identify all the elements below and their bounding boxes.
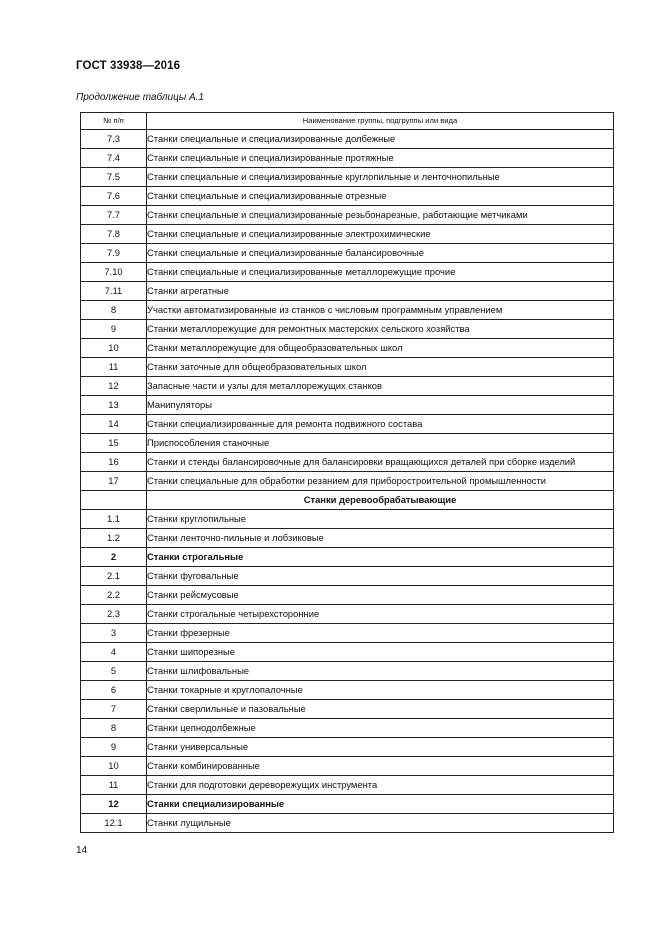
row-name-cell: Станки шипорезные [147, 643, 614, 662]
row-number-cell: 7 [81, 700, 147, 719]
row-name-cell: Станки рейсмусовые [147, 586, 614, 605]
row-name-cell: Станки строгальные [147, 548, 614, 567]
table-row [81, 814, 614, 833]
row-number-cell: 17 [81, 472, 147, 491]
row-number-cell: 11 [81, 358, 147, 377]
row-name-cell: Станки специализированные [147, 795, 614, 814]
row-name-cell: Манипуляторы [147, 396, 614, 415]
table-row [81, 130, 614, 149]
row-number-cell: 11 [81, 776, 147, 795]
row-number-cell: 7.8 [81, 225, 147, 244]
row-number-cell: 2.1 [81, 567, 147, 586]
table-row [81, 738, 614, 757]
row-number-cell: 1.2 [81, 529, 147, 548]
row-number-cell: 2.3 [81, 605, 147, 624]
row-number-cell: 12 [81, 795, 147, 814]
row-number-cell: 5 [81, 662, 147, 681]
row-name-cell: Станки специальные и специализированные круглопильные и ленточнопильные [147, 168, 614, 187]
row-number-cell: 14 [81, 415, 147, 434]
row-name-cell: Станки специальные и специализированные балансировочные [147, 244, 614, 263]
table-row [81, 624, 614, 643]
table-row [81, 586, 614, 605]
row-number-cell: 12.1 [81, 814, 147, 833]
row-name-cell: Станки специальные и специализированные отрезные [147, 187, 614, 206]
row-name-cell: Станки заточные для общеобразовательных школ [147, 358, 614, 377]
table-row [81, 396, 614, 415]
row-name-cell: Станки токарные и круглопалочные [147, 681, 614, 700]
row-name-cell: Станки специальные и специализированные электрохимические [147, 225, 614, 244]
row-name-cell: Станки цепнодолбежные [147, 719, 614, 738]
table-row [81, 282, 614, 301]
row-name-cell: Станки специализированные для ремонта подвижного состава [147, 415, 614, 434]
table-row [81, 605, 614, 624]
table-caption: Продолжение таблицы А.1 [76, 92, 204, 103]
column-header-name: Наименование группы, подгруппы или вида [147, 113, 614, 130]
row-name-cell: Станки специальные и специализированные протяжные [147, 149, 614, 168]
row-number-cell: 7.9 [81, 244, 147, 263]
row-number-cell: 1.1 [81, 510, 147, 529]
table-row [81, 187, 614, 206]
row-number-cell: 16 [81, 453, 147, 472]
table-row [81, 358, 614, 377]
row-name-cell: Станки специальные для обработки резанием для приборостроительной промышленности [147, 472, 614, 491]
table-row [81, 339, 614, 358]
row-number-cell: 6 [81, 681, 147, 700]
row-name-cell: Станки комбинированные [147, 757, 614, 776]
table-header-row [81, 113, 614, 130]
row-name-cell: Станки круглопильные [147, 510, 614, 529]
table-section-row [81, 491, 614, 510]
section-title-cell: Станки деревообрабатывающие [147, 491, 614, 510]
table-row [81, 415, 614, 434]
row-number-cell: 3 [81, 624, 147, 643]
table-row [81, 225, 614, 244]
row-name-cell: Станки металлорежущие для ремонтных мастерских сельского хозяйства [147, 320, 614, 339]
table-body [81, 130, 614, 833]
row-name-cell: Станки лущильные [147, 814, 614, 833]
table-row [81, 377, 614, 396]
table-row [81, 510, 614, 529]
row-number-cell: 7.5 [81, 168, 147, 187]
table-row [81, 149, 614, 168]
document-title: ГОСТ 33938—2016 [76, 60, 181, 72]
table-row [81, 206, 614, 225]
row-name-cell: Станки универсальные [147, 738, 614, 757]
row-name-cell: Станки фуговальные [147, 567, 614, 586]
table-row [81, 567, 614, 586]
row-number-cell: 7.7 [81, 206, 147, 225]
table-row [81, 700, 614, 719]
row-name-cell: Станки для подготовки дереворежущих инструмента [147, 776, 614, 795]
table-row [81, 320, 614, 339]
row-number-cell: 4 [81, 643, 147, 662]
table-row [81, 757, 614, 776]
row-name-cell: Станки специальные и специализированные металлорежущие прочие [147, 263, 614, 282]
row-name-cell: Станки строгальные четырехсторонние [147, 605, 614, 624]
row-name-cell: Станки сверлильные и пазовальные [147, 700, 614, 719]
row-number-cell: 7.6 [81, 187, 147, 206]
row-number-cell: 7.10 [81, 263, 147, 282]
column-header-number: № п/п [81, 113, 147, 130]
row-number-cell: 7.3 [81, 130, 147, 149]
table-row [81, 719, 614, 738]
table-row [81, 795, 614, 814]
table-row [81, 244, 614, 263]
page-number: 14 [76, 845, 88, 856]
table-row [81, 301, 614, 320]
table-row [81, 643, 614, 662]
table-row [81, 453, 614, 472]
row-name-cell: Станки и стенды балансировочные для балансировки вращающихся деталей при сборке изделий [147, 453, 614, 472]
row-number-cell: 9 [81, 320, 147, 339]
row-name-cell: Запасные части и узлы для металлорежущих станков [147, 377, 614, 396]
row-number-cell: 9 [81, 738, 147, 757]
row-name-cell: Станки специальные и специализированные резьбонарезные, работающие метчиками [147, 206, 614, 225]
row-name-cell: Станки фрезерные [147, 624, 614, 643]
row-number-cell: 8 [81, 719, 147, 738]
row-name-cell: Участки автоматизированные из станков с числовым программным управлением [147, 301, 614, 320]
row-name-cell: Приспособления станочные [147, 434, 614, 453]
row-number-cell: 12 [81, 377, 147, 396]
row-number-cell: 10 [81, 757, 147, 776]
row-number-cell: 7.11 [81, 282, 147, 301]
table-row [81, 472, 614, 491]
row-number-cell: 2.2 [81, 586, 147, 605]
row-name-cell: Станки шлифовальные [147, 662, 614, 681]
row-number-cell: 8 [81, 301, 147, 320]
row-number-cell: 7.4 [81, 149, 147, 168]
row-number-cell: 10 [81, 339, 147, 358]
row-number-cell: 2 [81, 548, 147, 567]
row-number-cell: 13 [81, 396, 147, 415]
table-row [81, 168, 614, 187]
table-row [81, 548, 614, 567]
row-number-cell [81, 491, 147, 510]
row-name-cell: Станки агрегатные [147, 282, 614, 301]
table-row [81, 434, 614, 453]
row-name-cell: Станки специальные и специализированные долбежные [147, 130, 614, 149]
table-row [81, 681, 614, 700]
row-name-cell: Станки металлорежущие для общеобразовательных школ [147, 339, 614, 358]
classification-table [80, 112, 614, 833]
row-number-cell: 15 [81, 434, 147, 453]
row-name-cell: Станки ленточно-пильные и лобзиковые [147, 529, 614, 548]
table-row [81, 529, 614, 548]
table-row [81, 662, 614, 681]
table-row [81, 776, 614, 795]
table-row [81, 263, 614, 282]
